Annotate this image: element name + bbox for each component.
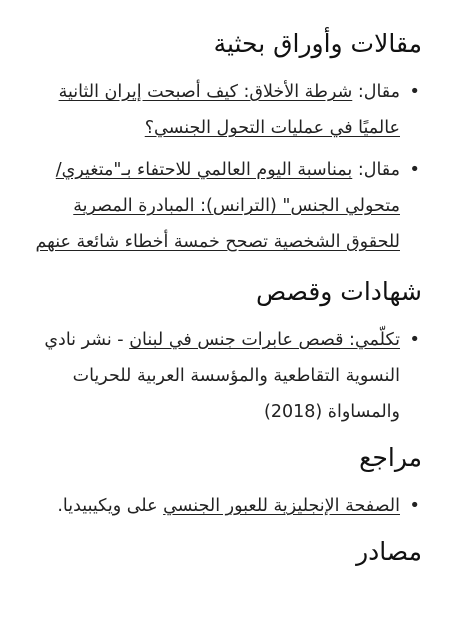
item-suffix: على ويكيبيديا. bbox=[57, 496, 164, 516]
reference-link-english-page[interactable]: الصفحة الإنجليزية للعبور الجنسي bbox=[163, 496, 400, 516]
list-item bbox=[26, 152, 422, 260]
item-suffix: - نشر نادي النسوية التقاطعية والمؤسسة العربية للحريات والمساواة (2018) bbox=[44, 330, 400, 422]
references-list bbox=[26, 488, 422, 524]
articles-list bbox=[26, 74, 422, 260]
testimonies-list bbox=[26, 322, 422, 430]
section-heading-sources: مصادر bbox=[356, 537, 422, 566]
list-item bbox=[26, 322, 422, 430]
section-heading-testimonies: شهادات وقصص bbox=[256, 277, 422, 306]
item-prefix: مقال: bbox=[352, 82, 400, 102]
list-item bbox=[26, 488, 422, 524]
section-heading-references: مراجع bbox=[359, 443, 422, 472]
list-item bbox=[26, 74, 422, 146]
section-heading-articles: مقالات وأوراق بحثية bbox=[213, 29, 422, 58]
testimony-link-takallami[interactable]: تكلّمي: قصص عابرات جنس في لبنان bbox=[129, 330, 400, 350]
article-link-eipr[interactable]: بمناسبة اليوم العالمي للاحتفاء بـ"متغيري/ متحولي الجنس" (الترانس): المبادرة المصرية للحقوق الشخصية تصحح خمسة أخطاء شائعة عنهم bbox=[35, 160, 400, 252]
article-link-morality-police[interactable]: شرطة الأخلاق: كيف أصبحت إيران الثانية عالميًا في عمليات التحول الجنسي؟ bbox=[58, 82, 400, 138]
item-prefix: مقال: bbox=[352, 160, 400, 180]
